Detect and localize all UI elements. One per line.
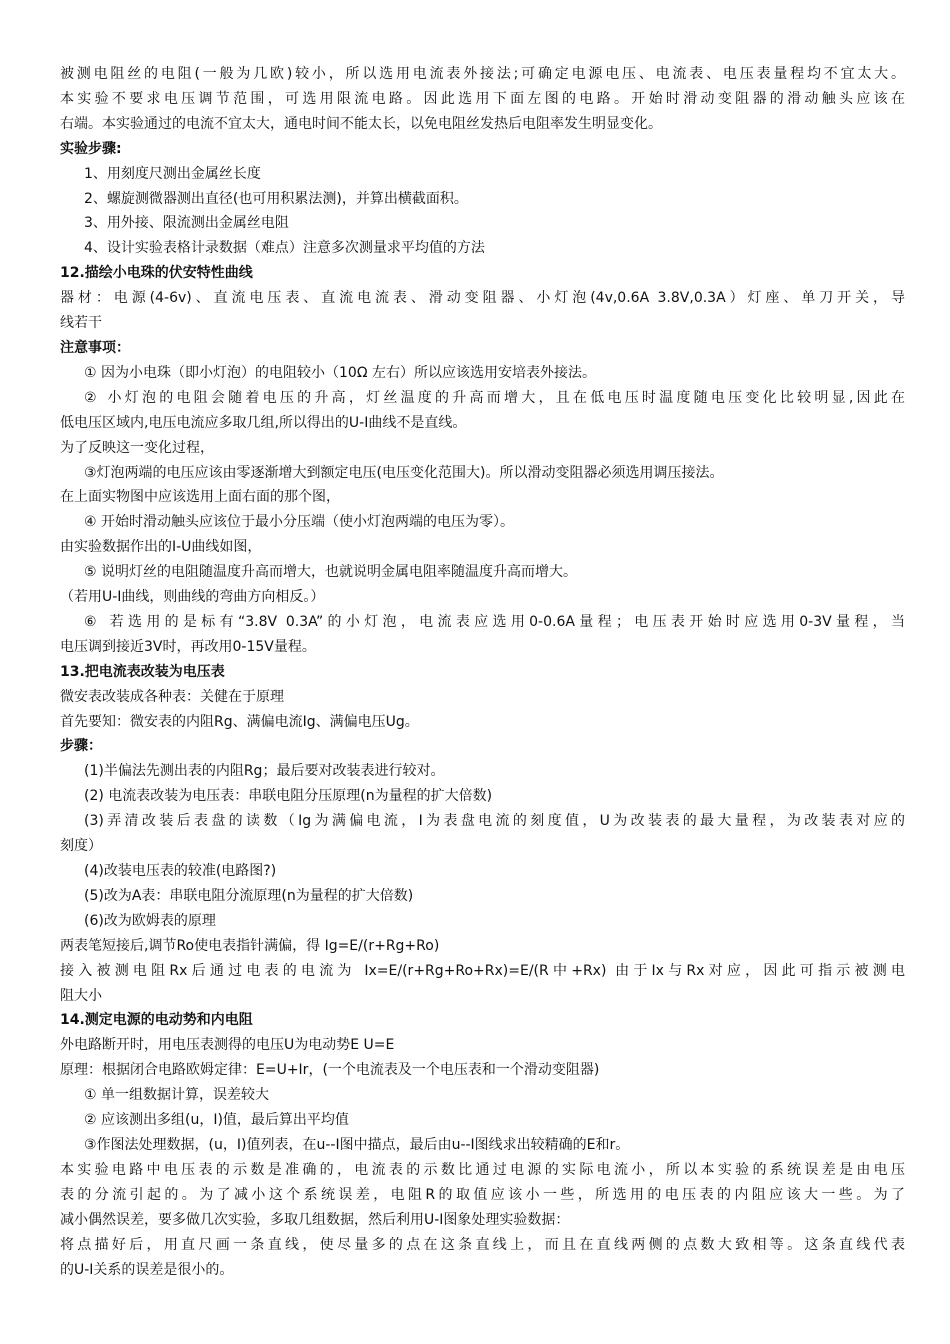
text-line: （若用U-I曲线，则曲线的弯曲方向相反。） [60,589,325,606]
formula-line: 接入被测电阻Rx后通过电表的电流为 Ix=E/(r+Rg+Ro+Rx)=E/(R中+Rx) 由于Ix与Rx对应，因此可指示被测电 [60,962,905,979]
step-item: (1)半偏法先测出表的内阻Rg；最后要对改装表进行较对。 [84,763,445,780]
text-line: 减小偶然误差，要多做几次实验，多取几组数据，然后利用U-I图象处理实验数据： [60,1211,570,1228]
text-line: 的U-I关系的误差是很小的。 [60,1261,234,1278]
text-line: 为了反映这一变化过程， [60,439,214,456]
text-line: 右端。本实验通过的电流不宜太大，通电时间不能太长，以免电阻丝发热后电阻率发生明显变化。 [60,115,662,132]
text-line: 低电压区域内,电压电流应多取几组,所以得出的U-I曲线不是直线。 [60,414,467,431]
text-line: 被测电阻丝的电阻(一般为几欧)较小，所以选用电流表外接法;可确定电源电压、电流表、电压表量程均不宜太大。 [60,66,905,82]
step-item: (3)弄清改装后表盘的读数（Ig为满偏电流，I为表盘电流的刻度值，U为改装表的最大量程，为改装表对应的 [84,813,905,830]
section-heading: 12.描绘小电珠的伏安特性曲线 [60,265,253,282]
step-item: (4)改装电压表的较准(电路图?) [84,863,277,879]
text-line: 刻度） [60,838,102,855]
step-item: 2、螺旋测微器测出直径(也可用积累法测)，并算出横截面积。 [84,190,468,207]
section-heading: 实验步骤: [60,140,122,157]
text-line: 微安表改装成各种表：关健在于原理 [60,688,284,705]
formula-line: 两表笔短接后,调节Ro使电表指针满偏，得 Ig=E/(r+Rg+Ro) [60,937,440,954]
text-line: 在上面实物图中应该选用上面右面的那个图， [60,489,340,506]
text-line: 由实验数据作出的I-U曲线如图， [60,539,262,556]
text-line: 本实验不要求电压调节范围，可选用限流电路。因此选用下面左图的电路。开始时滑动变阻器的滑动触头应该在 [60,90,905,107]
text-line: 器材：电源(4-6v)、直流电压表、直流电流表、滑动变阻器、小灯泡(4v,0.6A 3.8V,0.3A）灯座、单刀开关，导 [60,290,905,307]
step-item: 1、用刻度尺测出金属丝长度 [84,165,261,182]
text-line: 线若干 [60,315,102,332]
document-body [60,62,905,1282]
note-item: ⑥ 若选用的是标有“3.8V 0.3A”的小灯泡，电流表应选用0-0.6A量程；电压表开始时应选用0-3V量程，当 [84,613,905,630]
text-line: 本实验电路中电压表的示数是准确的，电流表的示数比通过电源的实际电流小，所以本实验的系统误差是由电压 [60,1161,905,1178]
step-item: (2) 电流表改装为电压表：串联电阻分压原理(n为量程的扩大倍数) [84,788,493,805]
note-item: ⑤ 说明灯丝的电阻随温度升高而增大，也就说明金属电阻率随温度升高而增大。 [84,564,577,581]
note-item: ① 单一组数据计算，误差较大 [84,1087,270,1104]
note-item: ③作图法处理数据，(u，I)值列表，在u--I图中描点，最后由u--I图线求出较精确的E和r。 [84,1136,630,1153]
note-item: ③灯泡两端的电压应该由零逐渐增大到额定电压(电压变化范围大)。所以滑动变阻器必须选用调压接法。 [84,464,724,481]
note-item: ④ 开始时滑动触头应该位于最小分压端（使小灯泡两端的电压为零）。 [84,514,514,531]
text-line: 电压调到接近3V时，再改用0-15V量程。 [60,638,316,655]
section-heading: 14.测定电源的电动势和内电阻 [60,1012,253,1029]
text-line: 将点描好后，用直尺画一条直线，使尽量多的点在这条直线上，而且在直线两侧的点数大致相等。这条直线代表 [60,1236,905,1253]
note-item: ① 因为小电珠（即小灯泡）的电阻较小（10Ω 左右）所以应该选用安培表外接法。 [84,364,596,381]
text-line: 外电路断开时，用电压表测得的电压U为电动势E U=E [60,1037,395,1054]
text-line: 首先要知：微安表的内阻Rg、满偏电流Ig、满偏电压Ug。 [60,713,419,730]
step-item: (6)改为欧姆表的原理 [84,912,216,929]
note-item: ② 小灯泡的电阻会随着电压的升高，灯丝温度的升高而增大，且在低电压时温度随电压变化比较明显,因此在 [84,389,905,406]
step-item: (5)改为A表：串联电阻分流原理(n为量程的扩大倍数) [84,887,414,904]
section-heading: 13.把电流表改装为电压表 [60,663,225,680]
text-line: 阻大小 [60,987,102,1004]
step-item: 3、用外接、限流测出金属丝电阻 [84,215,289,232]
text-line: 原理：根据闭合电路欧姆定律：E=U+Ir，(一个电流表及一个电压表和一个滑动变阻器) [60,1062,600,1079]
section-heading: 注意事项： [60,339,130,356]
step-item: 4、设计实验表格计录数据（难点）注意多次测量求平均值的方法 [84,240,485,257]
section-heading: 步骤： [60,738,102,755]
note-item: ② 应该测出多组(u，I)值，最后算出平均值 [84,1112,349,1129]
text-line: 表的分流引起的。为了减小这个系统误差，电阻R的取值应该小一些，所选用的电压表的内阻应该大一些。为了 [60,1186,905,1203]
